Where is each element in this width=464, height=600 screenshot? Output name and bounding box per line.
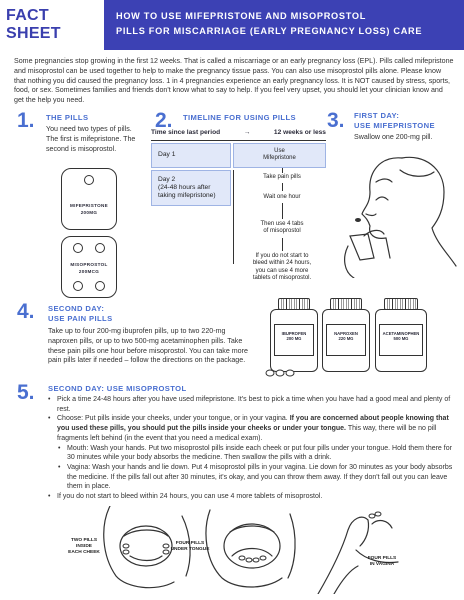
divider <box>151 140 326 141</box>
ibuprofen-name: IBUPROFEN <box>281 331 307 336</box>
step4-title-line2: USE PAIN PILLS <box>48 314 113 323</box>
acetaminophen-bottle <box>375 309 427 372</box>
loose-pills-illustration <box>262 368 322 378</box>
timeline-day2-line <box>233 170 234 264</box>
cheek-pills-label <box>64 538 104 556</box>
timeline-day1-label: Day 1 <box>158 151 176 158</box>
vagina-pills-label <box>358 556 406 568</box>
header-title-line1: HOW TO USE MIFEPRISTONE AND MISOPROSTOL <box>116 11 367 21</box>
misoprostol-pill-pack <box>61 236 117 298</box>
header-title <box>104 0 464 50</box>
step1-number: 1. <box>17 109 35 132</box>
choose-text: Choose: Put pills inside your cheeks, under your tongue, or in your vagina. <box>57 415 290 423</box>
step-repeat-line3: you can use 4 more <box>255 267 309 274</box>
step-misoprostol-line2: of misoprostol <box>263 228 301 235</box>
vagina-label-line1: FOUR PILLS <box>367 556 397 561</box>
list-item <box>48 414 456 443</box>
cheek-label-line2: INSIDE <box>76 544 92 549</box>
mifepristone-pill-pack <box>61 168 117 230</box>
timeline-day1-cell <box>151 143 231 168</box>
fact-sheet-label: FACT SHEET <box>0 0 104 50</box>
pill-icon <box>73 281 83 291</box>
tongue-label-line1: FOUR PILLS <box>175 541 205 546</box>
timeline-step-wait: Wait one hour <box>244 194 320 201</box>
pill-icon <box>95 281 105 291</box>
step4-title <box>48 304 113 324</box>
timeline-connector <box>282 203 283 219</box>
cheek-label-line1: TWO PILLS <box>70 538 98 543</box>
step4-number: 4. <box>17 300 35 323</box>
pill-icon <box>84 175 94 185</box>
ibuprofen-dose: 200 MG <box>286 336 302 341</box>
choose-bold-text: If you are concerned about people knowing that you used these pills, you should put the pills inside your cheeks or under your tongue. <box>57 415 449 433</box>
day1-action-line1: Use <box>274 148 285 154</box>
step5-title: SECOND DAY: USE MISOPROSTOL <box>48 384 187 393</box>
vagina-label-line2: IN VAGINA <box>369 562 395 567</box>
pack2-label-dose: 200MCG <box>78 269 100 274</box>
day2-sub1: (24-48 hours after <box>158 184 211 191</box>
timeline-day2-cell <box>151 170 231 206</box>
naproxen-label <box>326 324 366 356</box>
acetaminophen-dose: 500 MG <box>393 336 409 341</box>
tongue-label-line2: UNDER TONGUE <box>170 547 210 552</box>
arrow-right-icon: → <box>243 129 251 136</box>
step3-title <box>354 111 435 131</box>
open-mouth-tongue-illustration <box>200 506 300 594</box>
intro-paragraph: Some pregnancies stop growing in the first 12 weeks. That is called a miscarriage or an early pregnancy loss (EPL). Pills called mifepristone and misoprostol can be used together to help to make the pregnancy tissue pass. You can also use misoprostol pills alone. Please know that nothing you did caused the pregnancy loss. 1 in 4 pregnancies experience an early pregnancy loss. It is NOT caused by stress, sports, food, or sex. Sometimes families and friends don't know what to say to help. If you feel very upset, you should let your clinician know and get the help you need. <box>14 57 454 105</box>
ibuprofen-bottle <box>270 309 318 372</box>
pill-icon <box>355 218 361 222</box>
list-item: • Pick a time 24-48 hours after you have used mifepristone. It's best to pick a time when you have had a good meal and plenty of rest. <box>48 395 456 414</box>
day2-label: Day 2 <box>158 176 176 183</box>
step3-title-line1: FIRST DAY: <box>354 111 400 120</box>
timeline-header-right: 12 weeks or less <box>273 129 326 136</box>
day1-action-line2: Mifepristone <box>263 155 296 162</box>
timeline-connector <box>282 168 283 173</box>
acetaminophen-label <box>379 324 423 356</box>
list-item: • Mouth: Wash your hands. Put two misoprostol pills inside each cheek or put four pills under your tongue. Hold them there for 30 minutes while your body absorbs the medicine. Then swallow the pills with a drink. <box>48 444 456 463</box>
timeline-header <box>151 129 326 136</box>
step-repeat-line2: bleed within 24 hours, <box>252 260 312 267</box>
step-repeat-line4: tablets of misoprostol. <box>252 275 312 282</box>
choose-text-end: This way, there will be no pill fragments left behind (in the event that you need a medical exam). <box>57 425 437 442</box>
step1-title: THE PILLS <box>46 113 89 122</box>
step2-number: 2. <box>155 109 173 132</box>
person-swallowing-pill-illustration <box>340 148 458 278</box>
timeline-step-pain-pills: Take pain pills <box>244 174 320 181</box>
hand-inserting-pills-illustration <box>312 510 408 594</box>
timeline-step-repeat <box>236 253 328 283</box>
pack1-label-name: MIFEPRISTONE <box>70 203 108 208</box>
step4-title-line1: SECOND DAY: <box>48 304 105 313</box>
step3-text: Swallow one 200-mg pill. <box>354 133 433 141</box>
ibuprofen-label <box>274 324 314 356</box>
cheek-label-line3: EACH CHEEK <box>68 550 100 555</box>
acetaminophen-name: ACETAMINOPHEN <box>382 331 420 336</box>
list-item: • If you do not start to bleed within 24 hours, you can use 4 more tablets of misoprostol. <box>48 492 456 502</box>
day2-sub2: taking mifepristone) <box>158 192 216 199</box>
naproxen-name: NAPROXEN <box>334 331 358 336</box>
timeline-connector <box>282 183 283 191</box>
step5-number: 5. <box>17 381 35 404</box>
header <box>0 0 464 50</box>
pill-icon <box>73 243 83 253</box>
timeline-connector <box>282 238 283 251</box>
tongue-pills-label <box>166 541 214 553</box>
step5-instructions <box>48 395 456 502</box>
step-misoprostol-line1: Then use 4 tabs <box>260 221 304 227</box>
step-repeat-line1: If you do not start to <box>255 253 309 259</box>
pack1-label-dose: 200MG <box>80 210 98 215</box>
list-item: • Vagina: Wash your hands and lie down. Put 4 misoprostol pills in your vagina. Lie down for 30 minutes as your body absorbs the medicine. If the pills fall out after 30 minutes, it's okay, and you can throw them away. If they don't fall out you can leave them in place. <box>48 463 456 492</box>
step4-text: Take up to four 200-mg ibuprofen pills, up to two 220-mg naproxen pills, or up to two 500-mg acetaminophen pills. Take these pain pills one hour before misoprostol. You can take more pain pills later if needed – follow the directions on the package. <box>48 327 248 365</box>
naproxen-dose: 220 MG <box>338 336 354 341</box>
timeline-header-left: Time since last period <box>151 129 221 136</box>
pack2-label-name: MISOPROSTOL <box>70 262 108 267</box>
step3-title-line2: USE MIFEPRISTONE <box>354 121 435 130</box>
timeline-step-misoprostol <box>240 221 324 236</box>
naproxen-bottle <box>322 309 370 372</box>
step2-title: TIMELINE FOR USING PILLS <box>183 113 296 122</box>
timeline-day1-action <box>233 143 326 168</box>
step3-number: 3. <box>327 109 345 132</box>
step1-text: You need two types of pills. The first is mifepristone. The second is misoprostol. <box>46 125 136 153</box>
header-title-line2: PILLS FOR MISCARRIAGE (EARLY PREGNANCY LOSS) CARE <box>116 26 423 36</box>
pill-icon <box>95 243 105 253</box>
